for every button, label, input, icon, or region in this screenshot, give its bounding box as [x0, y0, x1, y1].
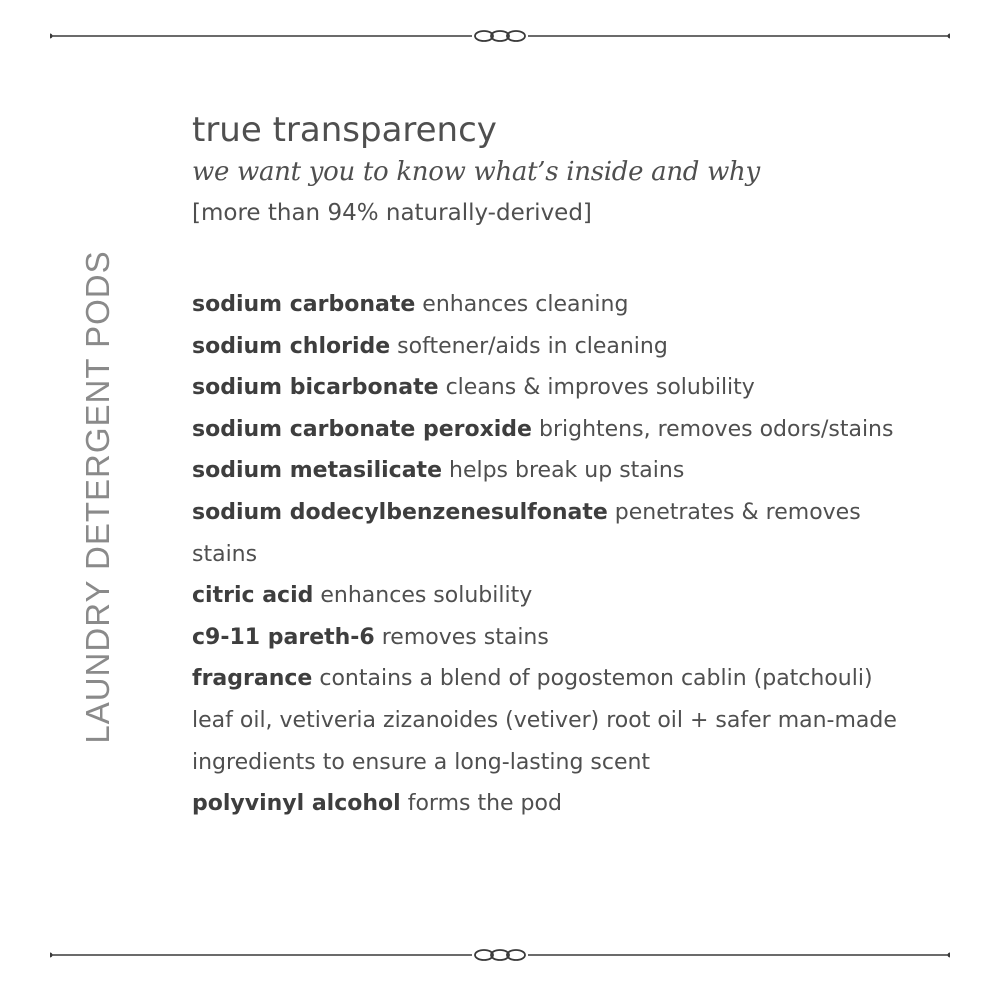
- ingredient-description: enhances cleaning: [422, 292, 629, 317]
- list-item: [192, 575, 912, 617]
- ingredient-name: sodium chloride: [192, 333, 391, 359]
- ingredient-description: helps break up stains: [449, 458, 685, 484]
- bottom-ornamental-divider: [50, 945, 950, 965]
- product-side-label: LAUNDRY DETERGENT PODS: [79, 250, 116, 744]
- list-item: [192, 658, 912, 783]
- ingredient-name: sodium bicarbonate: [192, 375, 439, 401]
- list-item: [192, 783, 912, 825]
- ingredient-description: enhances solubility: [320, 583, 533, 609]
- ingredient-description: cleans & improves solubility: [445, 375, 755, 401]
- page-title: true transparency: [192, 110, 497, 150]
- page-subtitle: we want you to know what’s inside and why: [192, 157, 760, 187]
- list-item: [192, 284, 912, 326]
- list-item: [192, 492, 912, 575]
- top-ornamental-divider: [50, 26, 950, 46]
- ingredient-description: softener/aids in cleaning: [397, 333, 668, 359]
- ornament-divider-icon: [50, 26, 950, 46]
- ingredient-name: sodium carbonate: [192, 292, 416, 317]
- ingredient-description: penetrates & removes stains: [192, 499, 861, 567]
- ingredient-name: sodium carbonate peroxide: [192, 416, 532, 442]
- ingredient-name: citric acid: [192, 583, 314, 609]
- ingredient-name: sodium metasilicate: [192, 458, 442, 484]
- ingredient-description: brightens, removes odors/stains: [538, 416, 894, 442]
- natural-derived-note: [more than 94% naturally-derived]: [192, 200, 592, 226]
- ingredient-name: polyvinyl alcohol: [192, 791, 401, 817]
- ingredient-description: forms the pod: [407, 791, 562, 817]
- list-item: [192, 450, 912, 492]
- list-item: [192, 326, 912, 368]
- ingredient-description: removes stains: [381, 624, 549, 650]
- ingredient-description: contains a blend of pogostemon cablin (patchouli) leaf oil, vetiveria zizanoides (vetiver) root oil + safer man-made ingredients to ensure a long-lasting scent: [192, 666, 897, 775]
- ingredient-list: [192, 284, 912, 825]
- ingredient-panel: [192, 108, 912, 825]
- ingredient-name: fragrance: [192, 666, 313, 692]
- ornament-divider-icon: [50, 945, 950, 965]
- ingredient-name: sodium dodecylbenzenesulfonate: [192, 499, 608, 525]
- list-item: [192, 409, 912, 451]
- list-item: [192, 617, 912, 659]
- ingredient-name: c9-11 pareth-6: [192, 624, 375, 650]
- list-item: [192, 367, 912, 409]
